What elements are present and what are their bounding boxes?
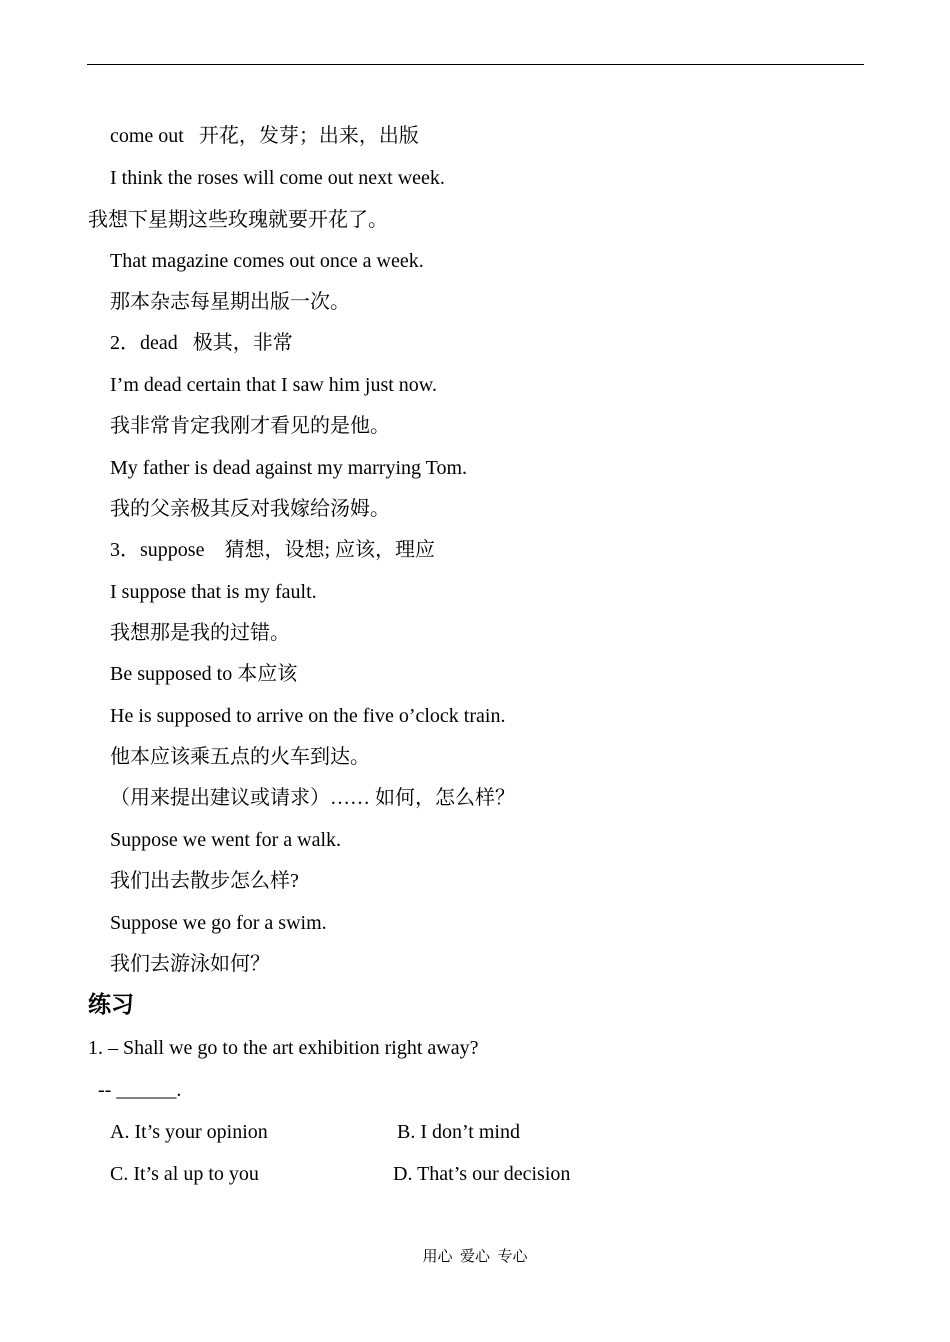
usage-note: （用来提出建议或请求）…… 如何，怎么样？ [110, 787, 515, 809]
phrase-come-out: come out 开花，发芽；出来，出版 [110, 125, 419, 147]
example-sentence: I think the roses will come out next week. [110, 167, 445, 189]
option-d: D. That’s our decision [393, 1163, 571, 1185]
answer-blank: -- ______. [98, 1079, 182, 1101]
example-translation: 他本应该乘五点的火车到达。 [110, 746, 370, 768]
exercise-heading: 练习 [88, 992, 134, 1018]
exercise-question: 1. – Shall we go to the art exhibition right away? [88, 1037, 479, 1059]
example-sentence: Suppose we went for a walk. [110, 829, 342, 851]
header-rule [87, 64, 864, 65]
example-sentence: My father is dead against my marrying Tom. [110, 457, 468, 479]
example-sentence: He is supposed to arrive on the five o’clock train. [110, 705, 506, 727]
example-sentence: That magazine comes out once a week. [110, 250, 424, 272]
option-c: C. It’s al up to you [110, 1163, 259, 1185]
example-translation: 我非常肯定我刚才看见的是他。 [110, 415, 390, 437]
example-translation: 我想那是我的过错。 [110, 622, 290, 644]
page-footer: 用心 爱心 专心 [422, 1249, 528, 1265]
example-translation: 我们去游泳如何？ [110, 953, 270, 975]
example-translation: 那本杂志每星期出版一次。 [110, 291, 350, 313]
phrase-suppose: 3．suppose 猜想，设想; 应该，理应 [110, 539, 435, 561]
example-sentence: Suppose we go for a swim. [110, 912, 327, 934]
option-b: B. I don’t mind [397, 1121, 520, 1143]
example-sentence: I’m dead certain that I saw him just now. [110, 374, 437, 396]
phrase-dead: 2．dead 极其，非常 [110, 332, 293, 354]
phrase-be-supposed-to: Be supposed to 本应该 [110, 663, 298, 685]
example-translation: 我想下星期这些玫瑰就要开花了。 [88, 209, 388, 231]
example-translation: 我们出去散步怎么样? [110, 870, 299, 892]
example-sentence: I suppose that is my fault. [110, 581, 317, 603]
option-a: A. It’s your opinion [110, 1121, 268, 1143]
example-translation: 我的父亲极其反对我嫁给汤姆。 [110, 498, 390, 520]
